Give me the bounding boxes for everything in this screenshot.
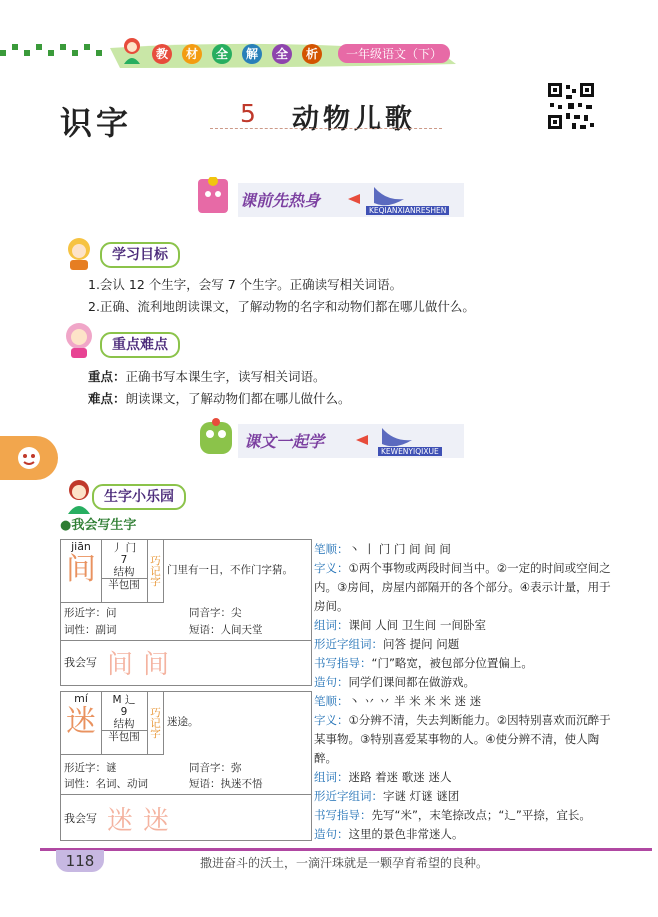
shuxie-value: 先写“米”，末笔捺改点；“辶”平捺，宜长。 — [371, 808, 591, 822]
char-pinyin: jiān — [71, 540, 91, 553]
ziyi-row — [314, 559, 614, 616]
xingjin-value: 问 — [106, 607, 117, 619]
char-box — [61, 692, 102, 755]
char-glyph: 迷 — [66, 704, 96, 739]
tongyin-row — [189, 760, 242, 775]
zaoju-row — [314, 673, 614, 692]
char-strokes: 9 — [120, 706, 128, 718]
mascot-girl-icon — [118, 36, 146, 66]
series-char-4: 解 — [242, 44, 262, 64]
ziyi-label: 字义： — [314, 713, 349, 727]
zaoju-label: 造句： — [314, 675, 349, 689]
memo-label: 巧记字 — [147, 540, 164, 603]
grade-label: 一年级语文（下） — [338, 44, 450, 63]
trace-chars[interactable]: 间间 — [107, 650, 180, 680]
write-chars-subheading: ●我会写生字 — [60, 518, 137, 533]
memo-label: 巧记字 — [147, 692, 164, 755]
series-char-5: 全 — [272, 44, 292, 64]
tongyin-label: 同音字： — [189, 607, 231, 619]
key-point-label: 重点： — [88, 369, 126, 384]
lion-mascot-icon — [62, 322, 96, 358]
pre-class-pinyin: KEQIANXIANRESHEN — [366, 206, 449, 215]
text-together-pinyin: KEWENYIQIXUE — [378, 447, 442, 456]
bishun-value: 丶 丷 丷 半 米 米 米 迷 迷 — [348, 694, 482, 708]
char-radical: M 辶 — [112, 694, 136, 706]
zaoju-value: 这里的景色非常迷人。 — [348, 827, 464, 841]
xjzc-row — [314, 635, 614, 654]
xingjin-row — [64, 605, 117, 620]
title-underline — [210, 128, 442, 129]
key-point-text: 正确书写本课生字，读写相关词语。 — [125, 369, 326, 384]
text-together-title: 课文一起学 — [244, 432, 325, 451]
shuxie-value: “门”略宽，被包部分位置偏上。 — [371, 656, 533, 670]
ziyi-label: 字义： — [314, 561, 349, 575]
category-title: 识字 — [60, 104, 133, 142]
xjzc-value: 问答 提问 问题 — [383, 637, 460, 651]
boy-mascot-icon — [62, 236, 96, 270]
zuci-value: 课间 人间 卫生间 一间卧室 — [348, 618, 486, 632]
duanyu-value: 人间天堂 — [220, 624, 263, 636]
char-card-mi — [60, 691, 312, 841]
cixing-label: 词性： — [64, 778, 96, 790]
tongyin-row — [189, 605, 242, 620]
hard-point-line — [88, 388, 351, 410]
page-number: 118 — [56, 850, 104, 872]
xingjin-label: 形近字： — [64, 607, 106, 619]
shuxie-row — [314, 654, 614, 673]
char-structure: 半包围 — [101, 578, 147, 591]
write-label: 我会写 — [64, 812, 97, 825]
char-notes-jian — [314, 540, 614, 692]
cixing-value: 名词、动词 — [95, 778, 148, 790]
duanyu-label: 短语： — [189, 624, 221, 636]
ziyi-row — [314, 711, 614, 768]
char-box — [61, 540, 102, 603]
cixing-row — [64, 776, 148, 791]
char-structure-label: 结构 — [113, 566, 135, 578]
qr-code-icon[interactable] — [546, 81, 596, 131]
header-checker-pattern — [0, 42, 120, 58]
hard-point-text: 朗读课文，了解动物们都在哪儿做什么。 — [125, 391, 351, 406]
memo-text: 门里有一日，不作门字猜。 — [167, 564, 293, 576]
zaoju-value: 同学们课间都在做游戏。 — [348, 675, 475, 689]
char-structure-label: 结构 — [113, 718, 135, 730]
shuxie-label: 书写指导： — [314, 808, 372, 822]
key-point-line — [88, 366, 326, 388]
duanyu-row — [189, 776, 263, 791]
ziyi-value: ①分辨不清，失去判断能力。②因特别喜欢而沉醉于某事物。③特别喜爱某事物的人。④使分辨不清，使人陶醉。 — [314, 713, 611, 765]
footer-motto: 撒进奋斗的沃土，一滴汗珠就是一颗孕育希望的良种。 — [200, 856, 489, 870]
bishun-label: 笔顺： — [314, 694, 349, 708]
girl-mascot-icon — [62, 478, 96, 514]
series-char-2: 材 — [182, 44, 202, 64]
duanyu-value: 执迷不悟 — [220, 778, 263, 790]
char-radical: 丿 门 — [111, 542, 137, 554]
char-glyph: 间 — [66, 552, 96, 587]
series-char-6: 析 — [302, 44, 322, 64]
zaoju-row — [314, 825, 614, 844]
char-pinyin: mí — [74, 692, 88, 705]
xjzc-label: 形近字组词： — [314, 637, 383, 651]
duanyu-label: 短语： — [189, 778, 221, 790]
side-tab — [0, 436, 58, 480]
xjzc-value: 字谜 灯谜 谜团 — [383, 789, 460, 803]
xjzc-row — [314, 787, 614, 806]
bishun-label: 笔顺： — [314, 542, 349, 556]
cixing-value: 副词 — [95, 624, 117, 636]
write-label: 我会写 — [64, 656, 97, 669]
cixing-row — [64, 622, 117, 637]
zuci-value: 迷路 着迷 歌迷 迷人 — [348, 770, 452, 784]
zaoju-label: 造句： — [314, 827, 349, 841]
char-strokes: 7 — [120, 554, 128, 566]
char-info — [101, 692, 148, 755]
xingjin-row — [64, 760, 117, 775]
bishun-row — [314, 692, 614, 711]
char-structure: 半包围 — [101, 730, 147, 743]
char-info — [101, 540, 148, 603]
key-points-heading: 重点难点 — [100, 332, 180, 358]
hard-point-label: 难点： — [88, 391, 126, 406]
xjzc-label: 形近字组词： — [314, 789, 383, 803]
shuxie-label: 书写指导： — [314, 656, 372, 670]
bishun-value: 丶 丨 门 门 间 间 间 — [348, 542, 451, 556]
memo-text: 迷途。 — [167, 716, 199, 728]
xingjin-value: 谜 — [106, 762, 117, 774]
bishun-row — [314, 540, 614, 559]
lesson-title: 动物儿歌 — [292, 104, 416, 135]
pre-class-title: 课前先热身 — [240, 191, 321, 210]
zuci-label: 组词： — [314, 770, 349, 784]
xingjin-label: 形近字： — [64, 762, 106, 774]
cixing-label: 词性： — [64, 624, 96, 636]
ziyi-value: ①两个事物或两段时间当中。②一定的时间或空间之内。③房间，房屋内部隔开的各个部分。④表示计量，用于房间。 — [314, 561, 611, 613]
goal-item-2: 2.正确、流利地朗读课文，了解动物的名字和动物们都在哪儿做什么。 — [88, 299, 475, 314]
zuci-row — [314, 768, 614, 787]
char-card-jian — [60, 539, 312, 686]
lesson-number: 5 — [240, 99, 256, 128]
shuxie-row — [314, 806, 614, 825]
zuci-row — [314, 616, 614, 635]
tongyin-value: 尖 — [231, 607, 242, 619]
garden-heading: 生字小乐园 — [92, 484, 186, 510]
cat-icon — [14, 443, 44, 473]
series-char-3: 全 — [212, 44, 232, 64]
series-char-1: 教 — [152, 44, 172, 64]
footer-rule — [40, 848, 652, 851]
zuci-label: 组词： — [314, 618, 349, 632]
trace-chars[interactable]: 迷迷 — [107, 806, 180, 836]
goal-item-1: 1.会认 12 个生字，会写 7 个生字。正确读写相关词语。 — [88, 277, 403, 292]
tongyin-value: 弥 — [231, 762, 242, 774]
duanyu-row — [189, 622, 263, 637]
tongyin-label: 同音字： — [189, 762, 231, 774]
goals-heading: 学习目标 — [100, 242, 180, 268]
char-notes-mi — [314, 692, 614, 844]
